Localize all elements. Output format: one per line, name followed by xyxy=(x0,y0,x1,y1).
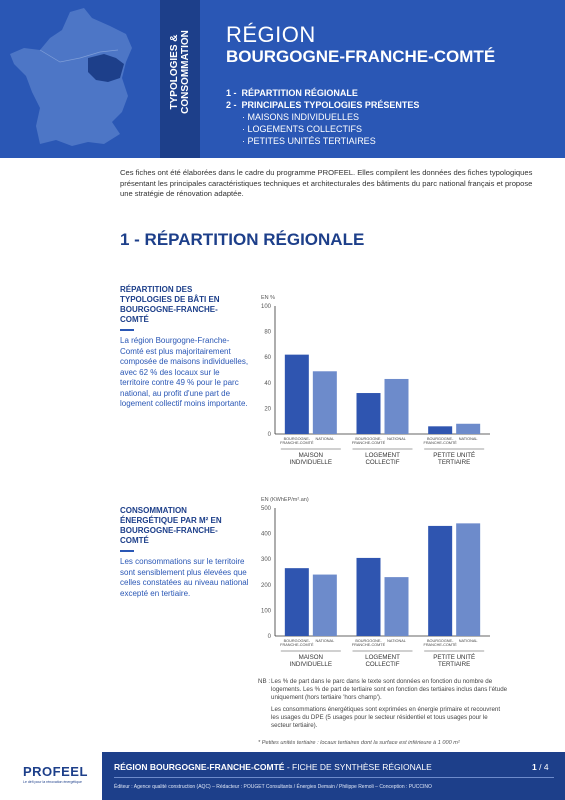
bar-label: NATIONAL xyxy=(315,437,335,441)
chart-unit-label: EN (KWhEP/m².an) xyxy=(261,497,309,503)
chart2-heading: CONSOMMATION ÉNERGÉTIQUE PAR M² EN BOURGOGNE-FRANCHE-COMTÉ xyxy=(120,506,222,545)
bar-national xyxy=(385,379,409,434)
page-number: 1 / 4 xyxy=(532,762,549,772)
chart2-description: Les consommations sur le territoire sont sensiblement plus élevées que celles constatées au niveau national excepté en tertiaire. xyxy=(120,557,249,598)
y-tick-label: 400 xyxy=(260,531,271,538)
region-name: BOURGOGNE-FRANCHE-COMTÉ xyxy=(226,47,496,66)
chart1-heading: RÉPARTITION DES TYPOLOGIES DE BÂTI EN BOURGOGNE-FRANCHE-COMTÉ xyxy=(120,285,220,324)
y-tick-label: 200 xyxy=(260,582,271,589)
group-label: TERTIAIRE xyxy=(438,661,471,668)
group-label: INDIVIDUELLE xyxy=(289,661,332,668)
note-2: Les consommations énergétiques sont exprimées en énergie primaire et recouvrent les usages du DPE (5 usages pour le secteur résidentiel et tous usages pour le secteur tertiaire). xyxy=(271,705,501,730)
group-label: COLLECTIF xyxy=(365,459,400,466)
footer-divider xyxy=(114,777,554,778)
toc-subitem[interactable]: · PETITES UNITÉS TERTIAIRES xyxy=(242,136,376,146)
toc-subitem[interactable]: · MAISONS INDIVIDUELLES xyxy=(242,112,360,122)
bar-label: NATIONAL xyxy=(387,639,406,643)
logo-tagline: Le défi pour la rénovation énergétique xyxy=(23,780,82,784)
toc-item-1[interactable]: 1 - RÉPARTITION RÉGIONALE xyxy=(226,88,358,98)
section-title: 1 - RÉPARTITION RÉGIONALE xyxy=(120,230,365,249)
bar-national xyxy=(456,523,480,636)
y-tick-label: 0 xyxy=(267,432,271,438)
group-label: COLLECTIF xyxy=(365,661,400,668)
profeel-logo[interactable] xyxy=(0,752,102,800)
bar-label: NATIONAL xyxy=(458,437,478,441)
notes xyxy=(258,678,508,733)
footnote: * Petites unités tertiaire : locaux tertiaires dont la surface est inférieure à 1 000 m² xyxy=(258,740,460,746)
y-tick-label: 100 xyxy=(260,608,271,615)
intro-paragraph: Ces fiches ont été élaborées dans le cadre du programme PROFEEL. Elles compilent les données des fiches typologiques présentant les principales caractéristiques techniques et architecturales des bâtiments du parc national français et propose une stratégie de rénovation adaptée. xyxy=(120,168,533,198)
group-label: PETITE UNITÉ xyxy=(433,654,476,661)
region-label: RÉGION xyxy=(226,22,316,47)
y-tick-label: 20 xyxy=(264,406,271,413)
y-tick-label: 0 xyxy=(267,634,271,640)
bar-chart-consumption xyxy=(255,490,505,670)
bar-label: BOURGOGNE- xyxy=(426,437,454,441)
bar-label: BOURGOGNE- xyxy=(283,437,311,441)
y-tick-label: 80 xyxy=(264,329,271,336)
bar-label: NATIONAL xyxy=(458,639,478,643)
bar-national xyxy=(456,424,480,434)
group-label: LOGEMENT xyxy=(365,654,400,661)
bar-national xyxy=(313,575,337,636)
chart-unit-label: EN % xyxy=(261,295,276,301)
france-map xyxy=(0,0,160,158)
group-label: MAISON xyxy=(298,654,324,661)
bar-label: FRANCHE-COMTÉ xyxy=(423,643,457,648)
toc-subitem[interactable]: · LOGEMENTS COLLECTIFS xyxy=(242,124,363,134)
bar-chart-distribution xyxy=(255,288,505,468)
bar-label: BOURGOGNE- xyxy=(426,639,454,643)
y-tick-label: 100 xyxy=(260,304,271,310)
bar-label: FRANCHE-COMTÉ xyxy=(423,441,457,446)
group-label: PETITE UNITÉ xyxy=(433,452,476,459)
y-tick-label: 40 xyxy=(264,380,271,387)
table-of-contents xyxy=(226,87,419,147)
group-label: INDIVIDUELLE xyxy=(289,459,332,466)
bar-label: BOURGOGNE- xyxy=(355,437,382,441)
nb-label: NB : xyxy=(258,678,271,685)
y-tick-label: 60 xyxy=(264,355,271,362)
bar-label: BOURGOGNE- xyxy=(283,639,311,643)
bar-label: FRANCHE-COMTÉ xyxy=(351,643,386,648)
group-label: MAISON xyxy=(298,452,324,459)
footer-title: RÉGION BOURGOGNE-FRANCHE-COMTÉ - FICHE DE SYNTHÈSE RÉGIONALE xyxy=(114,762,432,772)
footer-credits: Éditeur : Agence qualité construction (AQC) – Rédacteur : POUGET Consultants / Énergies Demain / Philippe Remoli – Conception : PUCCINO xyxy=(114,784,432,790)
y-tick-label: 500 xyxy=(260,506,271,512)
bar-national xyxy=(385,577,409,636)
bar-label: NATIONAL xyxy=(387,437,406,441)
heading-divider xyxy=(120,329,134,331)
toc-item-2[interactable]: 2 - PRINCIPALES TYPOLOGIES PRÉSENTES xyxy=(226,100,420,110)
bar-label: NATIONAL xyxy=(315,639,335,643)
band-label-line1: TYPOLOGIES & xyxy=(169,34,180,110)
y-tick-label: 300 xyxy=(260,557,271,564)
bar-region xyxy=(428,526,452,636)
bar-national xyxy=(313,371,337,434)
bar-label: FRANCHE-COMTÉ xyxy=(351,441,386,446)
bar-label: FRANCHE-COMTÉ xyxy=(280,643,314,648)
heading-divider xyxy=(120,550,134,552)
bar-label: BOURGOGNE- xyxy=(355,639,382,643)
bar-region xyxy=(285,355,309,434)
note-1: Les % de part dans le parc dans le texte sont données en fonction du nombre de logements. Les % de part de tertiaire sont en fonction des tertiaires inclus dans l'étude uniquement (hors tertiaire 'hors champ'). xyxy=(271,678,508,702)
bar-region xyxy=(285,568,309,636)
group-label: LOGEMENT xyxy=(365,452,400,459)
bar-label: FRANCHE-COMTÉ xyxy=(280,441,314,446)
group-label: TERTIAIRE xyxy=(438,459,471,466)
bar-region xyxy=(357,558,381,636)
bar-region xyxy=(428,426,452,434)
logo-text: PROFEEL xyxy=(23,764,88,779)
band-label-line2: CONSOMMATION xyxy=(180,30,191,114)
band-label xyxy=(169,30,191,114)
chart1-description: La région Bourgogne-Franche-Comté est plus majoritairement composée de maisons individuelles, avec 62 % des locaux sur le territoire contre 49 % pour le parc national, au profit d'une part de logement collectif moins importante. xyxy=(120,336,249,408)
bar-region xyxy=(357,393,381,434)
